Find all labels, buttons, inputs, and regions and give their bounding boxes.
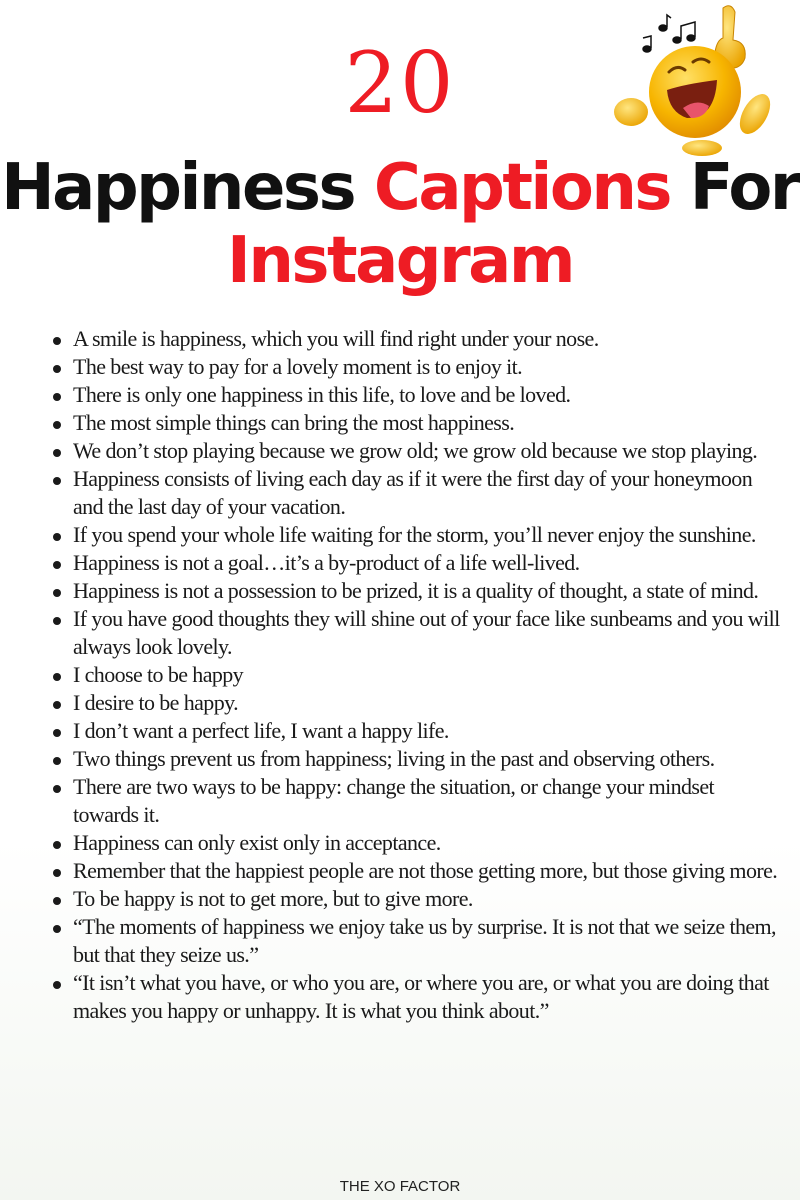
list-item — [50, 549, 780, 577]
bullet-icon — [53, 869, 61, 877]
list-item — [50, 773, 780, 829]
list-item — [50, 689, 780, 717]
caption-text: A smile is happiness, which you will find right under your nose. — [73, 326, 599, 351]
page-title-line2: Instagram — [227, 224, 573, 298]
caption-text: I don’t want a perfect life, I want a happy life. — [73, 718, 449, 743]
title-word-happiness: Happiness — [1, 151, 355, 225]
list-item — [50, 325, 780, 353]
caption-text: I desire to be happy. — [73, 690, 238, 715]
laughing-emoji-icon — [605, 0, 800, 160]
caption-text: Happiness consists of living each day as if it were the first day of your honeymoon and the last day of your vacation. — [73, 466, 753, 519]
caption-text: Remember that the happiest people are not those getting more, but those giving more. — [73, 858, 778, 883]
bullet-icon — [53, 673, 61, 681]
title-word-captions: Captions — [373, 151, 670, 225]
caption-text: The most simple things can bring the most happiness. — [73, 410, 515, 435]
bullet-icon — [53, 561, 61, 569]
bullet-icon — [53, 981, 61, 989]
list-item — [50, 577, 780, 605]
bullet-icon — [53, 533, 61, 541]
list-item — [50, 437, 780, 465]
list-item — [50, 409, 780, 437]
caption-text: “It isn’t what you have, or who you are, or where you are, or what you are doing that makes you happy or unhappy. It is what you think about.” — [73, 970, 769, 1023]
list-item — [50, 745, 780, 773]
bullet-icon — [53, 897, 61, 905]
bullet-icon — [53, 617, 61, 625]
list-item — [50, 353, 780, 381]
caption-text: Happiness is not a goal…it’s a by-product of a life well-lived. — [73, 550, 580, 575]
bullet-icon — [53, 729, 61, 737]
footer-brand: THE XO FACTOR — [339, 1178, 461, 1195]
bullet-icon — [53, 421, 61, 429]
list-item — [50, 605, 780, 661]
title-word-for: For — [689, 151, 799, 225]
caption-text: “The moments of happiness we enjoy take us by surprise. It is not that we seize them, but that they seize us.” — [73, 914, 776, 967]
list-item — [50, 661, 780, 689]
bullet-icon — [53, 337, 61, 345]
caption-text: Happiness can only exist only in acceptance. — [73, 830, 441, 855]
caption-text: If you have good thoughts they will shine out of your face like sunbeams and you will always look lovely. — [73, 606, 780, 659]
bullet-icon — [53, 365, 61, 373]
bullet-icon — [53, 701, 61, 709]
list-item — [50, 885, 780, 913]
list-item — [50, 857, 780, 885]
list-item — [50, 465, 780, 521]
caption-text: To be happy is not to get more, but to give more. — [73, 886, 473, 911]
bullet-icon — [53, 841, 61, 849]
caption-text: There are two ways to be happy: change the situation, or change your mindset towards it. — [73, 774, 715, 827]
bullet-icon — [53, 393, 61, 401]
caption-text: Two things prevent us from happiness; living in the past and observing others. — [73, 746, 715, 771]
captions-list — [50, 325, 780, 1025]
bullet-icon — [53, 589, 61, 597]
caption-text: We don’t stop playing because we grow old; we grow old because we stop playing. — [73, 438, 758, 463]
list-item — [50, 969, 780, 1025]
bullet-icon — [53, 925, 61, 933]
list-item — [50, 913, 780, 969]
list-item — [50, 521, 780, 549]
bullet-icon — [53, 785, 61, 793]
caption-text: Happiness is not a possession to be prized, it is a quality of thought, a state of mind. — [73, 578, 759, 603]
page-title-line1 — [0, 150, 800, 226]
heading-number: 20 — [344, 34, 456, 132]
caption-text: I choose to be happy — [73, 662, 244, 687]
bullet-icon — [53, 477, 61, 485]
caption-text: There is only one happiness in this life, to love and be loved. — [73, 382, 571, 407]
caption-text: The best way to pay for a lovely moment is to enjoy it. — [73, 354, 523, 379]
list-item — [50, 829, 780, 857]
caption-text: If you spend your whole life waiting for the storm, you’ll never enjoy the sunshine. — [73, 522, 756, 547]
bullet-icon — [53, 449, 61, 457]
bullet-icon — [53, 757, 61, 765]
list-item — [50, 381, 780, 409]
list-item — [50, 717, 780, 745]
music-notes-icon — [643, 15, 695, 52]
